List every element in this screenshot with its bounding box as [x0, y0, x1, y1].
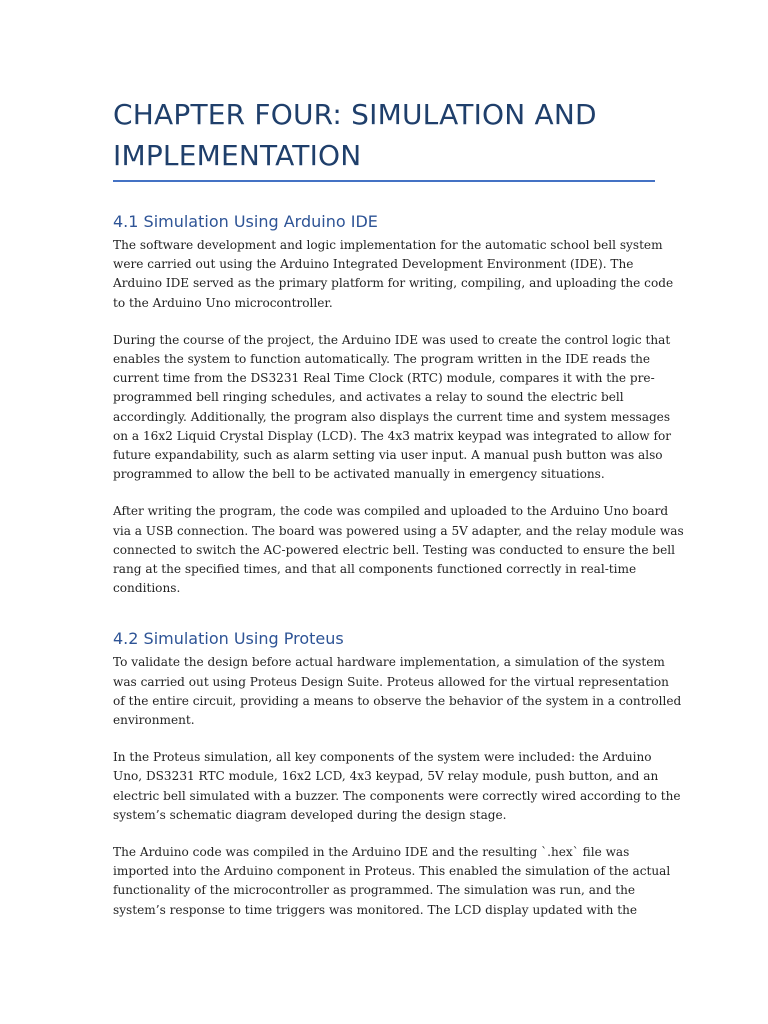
text-line: rang at the specified times, and that all components functioned correctly in real-time: [113, 562, 637, 577]
text-line: future expandability, such as alarm setting via user input. A manual push button was also: [113, 448, 663, 463]
chapter-title: [113, 94, 655, 176]
text-line: Uno, DS3231 RTC module, 16x2 LCD, 4x3 keypad, 5V relay module, push button, and an: [113, 769, 659, 784]
text-line: on a 16x2 Liquid Crystal Display (LCD). The 4x3 matrix keypad was integrated to allow for: [113, 428, 672, 443]
paragraph: [113, 236, 674, 313]
text-line: The Arduino code was compiled in the Arduino IDE and the resulting `.hex` file was: [113, 845, 630, 860]
page-content: [113, 94, 684, 920]
text-line: current time from the DS3231 Real Time Clock (RTC) module, compares it with the pre-: [113, 371, 655, 386]
text-line: To validate the design before actual hardware implementation, a simulation of the system: [113, 655, 665, 670]
paragraph: [113, 331, 672, 485]
text-line: to the Arduino Uno microcontroller.: [113, 295, 333, 310]
text-line: During the course of the project, the Arduino IDE was used to create the control logic that: [113, 332, 671, 347]
paragraph: [113, 843, 671, 920]
text-line: enables the system to function automatically. The program written in the IDE reads the: [113, 352, 651, 367]
chapter-title-line: IMPLEMENTATION: [113, 139, 362, 172]
text-line: Arduino IDE served as the primary platform for writing, compiling, and uploading the code: [113, 276, 674, 291]
text-line: electric bell simulated with a buzzer. The components were correctly wired according to the: [113, 788, 681, 803]
text-line: In the Proteus simulation, all key components of the system were included: the Arduino: [113, 750, 652, 765]
section-heading-4-1: 4.1 Simulation Using Arduino IDE: [113, 212, 378, 231]
title-underline: [113, 180, 655, 182]
text-line: conditions.: [113, 581, 181, 596]
text-line: system’s response to time triggers was monitored. The LCD display updated with the: [113, 902, 638, 917]
text-line: After writing the program, the code was compiled and uploaded to the Arduino Uno board: [113, 504, 669, 519]
text-line: of the entire circuit, providing a means to observe the behavior of the system in a controlled: [113, 693, 682, 708]
text-line: connected to switch the AC-powered electric bell. Testing was conducted to ensure the bell: [113, 542, 675, 557]
text-line: The software development and logic implementation for the automatic school bell system: [113, 238, 663, 252]
paragraph: [113, 653, 682, 730]
text-line: was carried out using Proteus Design Suite. Proteus allowed for the virtual representation: [113, 674, 669, 689]
text-line: environment.: [113, 713, 195, 728]
text-line: functionality of the microcontroller as programmed. The simulation was run, and the: [113, 883, 636, 898]
text-line: programmed to allow the bell to be activated manually in emergency situations.: [113, 467, 605, 482]
paragraph: [113, 748, 681, 825]
chapter-title-line: CHAPTER FOUR: SIMULATION AND: [113, 98, 597, 131]
text-line: programmed bell ringing schedules, and activates a relay to sound the electric bell: [113, 390, 624, 405]
text-line: via a USB connection. The board was powered using a 5V adapter, and the relay module was: [113, 523, 684, 538]
section-heading-4-2: 4.2 Simulation Using Proteus: [113, 629, 344, 649]
text-line: system’s schematic diagram developed during the design stage.: [113, 807, 507, 822]
paragraph: [113, 502, 684, 598]
text-line: were carried out using the Arduino Integrated Development Environment (IDE). The: [113, 257, 634, 272]
text-line: accordingly. Additionally, the program also displays the current time and system messages: [113, 409, 671, 424]
text-line: imported into the Arduino component in Proteus. This enabled the simulation of the actual: [113, 864, 671, 879]
